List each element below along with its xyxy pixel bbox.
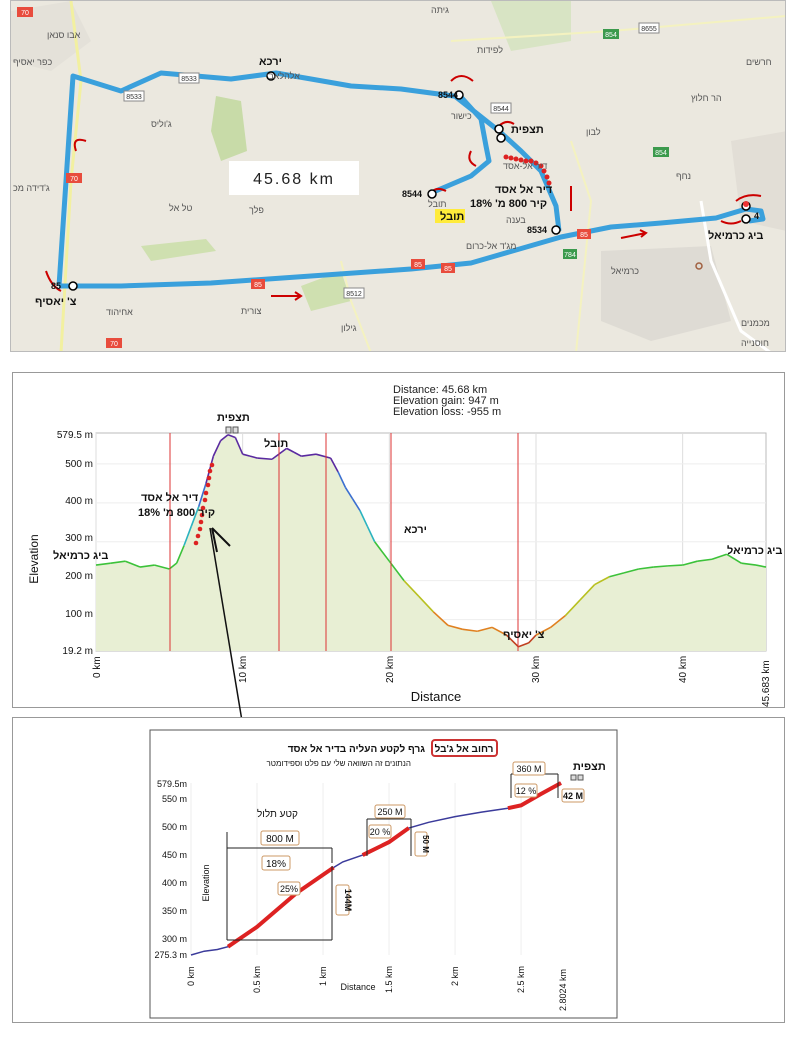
detail-title: גרף לקטע העליה בדיר אל אסד [287,744,425,755]
place-label-bold: ירכא [259,56,282,68]
place-label-bold: צ' יאסיף [35,296,77,308]
summit-marker [578,775,583,780]
y-tick-label: 350 m [161,906,187,916]
road-shield-label: 85 [444,266,452,273]
waypoint-label: 8544 [402,189,423,199]
waypoint-label: 8534 [527,225,548,235]
profile-label: ביג כרמיאל [727,545,783,557]
place-label: ג'דידה מכ [13,183,50,193]
y-tick-label: 550 m [161,794,187,804]
road-shield-label: 85 [254,282,262,289]
place-label: צורית [241,306,262,316]
x-tick-label: 20 km [385,655,396,683]
place-label: מכמנים [741,318,770,328]
box-label: 12 % [515,786,537,796]
box-label: 25% [279,884,299,894]
box-label: 42 M [562,791,584,801]
place-label: לפידות [477,45,503,55]
place-label-bold: ביג כרמיאל [708,230,764,242]
climb-detail [12,717,785,1023]
waypoint-label: 8544 [438,90,459,100]
arrow-line [210,528,246,745]
y-axis-label: Elevation [27,534,41,584]
place-label: אבו סנאן [47,30,81,40]
stat-gain: Elevation gain: 947 m [393,395,499,407]
profile-label: דיר אל אסד [141,492,199,504]
road-shield-label: 854 [605,32,617,39]
x-tick-label: 2.5 km [516,965,526,993]
y-tick-label: 400 m [161,878,187,888]
place-label: נחף [676,171,692,181]
road-shield-label: 8533 [181,76,197,83]
y-tick-label: 200 m [65,571,93,582]
place-label: אלהלאבי [266,71,300,81]
deir-annotation: דיר אל אסד [495,184,553,196]
road-shield-label: 854 [655,150,667,157]
place-label: תובל [428,199,447,209]
road-shield-label: 8655 [641,26,657,33]
arrow-head [212,528,230,552]
stat-distance: Distance: 45.68 km [393,384,488,396]
detail-chart [13,718,786,1024]
place-label: חרשים [746,57,772,67]
road-shield-label: 85 [414,262,422,269]
y-tick-label: 579.5m [156,779,187,789]
place-label: טל אל [169,203,193,213]
profile-label: קיר 800 מ' 18% [138,507,216,519]
summit-marker [571,775,576,780]
y-tick-label: 500 m [65,459,93,470]
road-shield-label: 70 [110,341,118,348]
y-tick-label: 100 m [65,609,93,620]
road-shield-label: 8544 [493,106,509,113]
title-box-label: רחוב אל ג'בל [434,744,494,755]
x-tick-label: 2.8024 km [558,968,568,1011]
place-label: גיתה [431,5,449,15]
x-tick-label: 1 km [318,966,328,986]
x-tick-label: 0 km [186,966,196,986]
x-tick-label: 0.5 km [252,965,262,993]
x-axis-label: Distance [410,689,462,704]
stat-loss: Elevation loss: -955 m [393,406,502,418]
place-label-bold: תצפית [511,124,544,136]
waypoint-label: 85 [51,281,62,291]
y-axis-label: Elevation [201,864,211,902]
waypoint-label: 4 [754,211,760,221]
x-tick-label: 0 km [92,656,103,678]
profile-label: תובל [264,438,289,450]
x-tick-label: 2 km [450,966,460,986]
x-tick-label: 1.5 km [384,965,394,993]
place-label: כפר יאסיף [13,57,53,67]
box-label: 144M [343,888,353,912]
box-label: 800 M [266,834,294,845]
place-label: לבון [586,127,601,137]
x-tick-label: 30 km [531,655,542,683]
road-shield-label: 8533 [126,94,142,101]
y-tick-label: 19.2 m [62,646,93,657]
x-axis-label: Distance [340,982,376,992]
detail-label: תצפית [573,761,606,773]
road-shield-label: 70 [21,10,29,17]
road-shield-label: 8512 [346,291,362,298]
profile-label: תצפית [217,412,250,424]
road-shield-label: 784 [564,252,576,259]
place-label: בענה [506,215,526,225]
y-tick-label: 300 m [161,934,187,944]
y-tick-label: 500 m [161,822,187,832]
place-label: פלך [249,205,264,215]
y-tick-label: 579.5 m [56,430,93,441]
place-label: אחיהוד [106,307,133,317]
profile-label: ביג כרמיאל [53,550,109,562]
place-label: מג'ד אל-כרום [466,241,517,251]
road-shield-label: 70 [70,176,78,183]
place-label: דיר אל-אסד [503,161,548,171]
x-tick-label: 40 km [678,655,689,683]
profile-label: צ' יאסיף [503,629,545,641]
detail-subtitle: הנתונים זה השוואה שלי עם פלט וספידומטר [266,759,411,768]
x-tick-label: 10 km [238,655,249,683]
y-tick-label: 400 m [65,496,93,507]
box-label: 18% [265,859,287,870]
box-label: 50 M [421,835,430,853]
box-label: 20 % [369,827,391,837]
place-label: גילון [341,323,357,333]
y-tick-label: 300 m [65,533,93,544]
place-label: הר חלוץ [691,93,722,103]
place-label: ג'וליס [151,119,172,129]
box-label: 360 M [516,764,542,774]
road-shield-label: 85 [580,232,588,239]
deir-annotation: קיר 800 מ' 18% [470,198,548,210]
x-tick-label: 45.683 km [761,660,772,707]
place-label: כרמיאל [611,266,640,276]
place-label: חוסנייה [741,338,769,348]
steep-section-label: קטע תלול [257,809,298,820]
y-tick-label: 275.3 m [154,950,187,960]
distance-label: 45.68 km [253,171,335,188]
place-label: כישור [451,111,472,121]
tuval-label: תובל [440,211,465,223]
profile-label: ירכא [404,524,427,536]
box-label: 250 M [377,807,403,817]
y-tick-label: 450 m [161,850,187,860]
